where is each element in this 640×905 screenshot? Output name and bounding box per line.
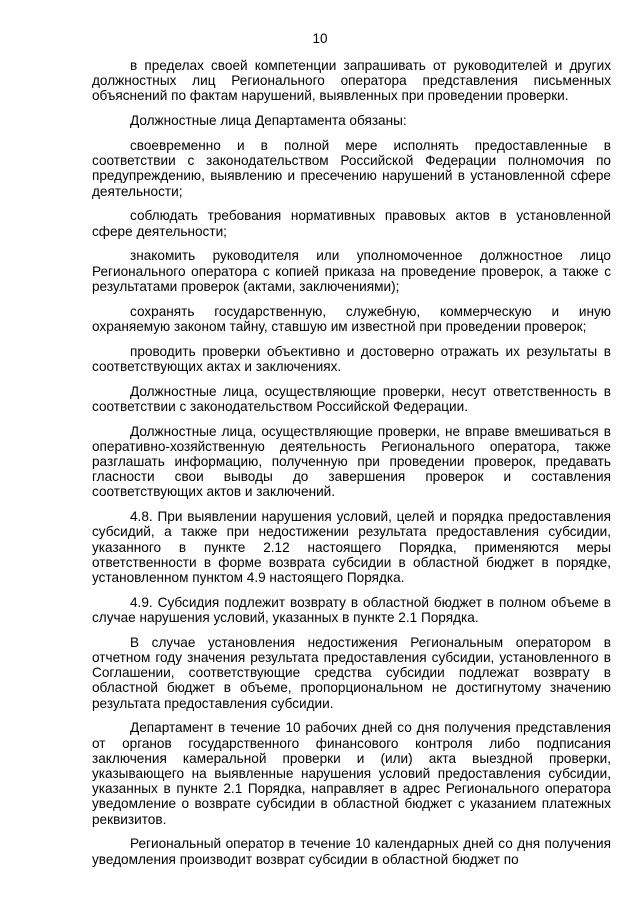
paragraph: соблюдать требования нормативных правовых актов в установленной сфере деятельности; xyxy=(92,208,611,239)
paragraph: В случае установления недостижения Региональным оператором в отчетном году значения результата предоставления субсидии, установленного в Соглашении, соответствующие средства субсидии подлежат возврату в областной бюджет в объеме, пропорциональном не достигнутому значению результата предоставления субсидии. xyxy=(92,634,611,711)
paragraph: Департамент в течение 10 рабочих дней со дня получения представления от органов государственного финансового контроля либо подписания заключения камеральной проверки и (или) акта выездной проверки, указывающего на выявленные нарушения условий предоставления субсидии, указанных в пункте 2.1 Порядка, направляет в адрес Регионального оператора уведомление о возврате субсидии в областной бюджет с указанием платежных реквизитов. xyxy=(92,720,611,827)
paragraph: Должностные лица, осуществляющие проверки, несут ответственность в соответствии с законодательством Российской Федерации. xyxy=(92,383,611,414)
document-body xyxy=(92,58,611,876)
paragraph: сохранять государственную, служебную, коммерческую и иную охраняемую законом тайну, ставшую им известной при проведении проверок; xyxy=(92,303,611,334)
page-number: 10 xyxy=(312,31,328,46)
paragraph: проводить проверки объективно и достоверно отражать их результаты в соответствующих актах и заключениях. xyxy=(92,343,611,374)
paragraph: Региональный оператор в течение 10 календарных дней со дня получения уведомления производит возврат субсидии в областной бюджет по xyxy=(92,836,611,867)
paragraph: Должностные лица Департамента обязаны: xyxy=(130,113,407,129)
paragraph: знакомить руководителя или уполномоченное должностное лицо Регионального оператора с копией приказа на проведение проверок, а также с результатами проверок (актами, заключениями); xyxy=(92,248,611,294)
paragraph: Должностные лица, осуществляющие проверки, не вправе вмешиваться в оперативно-хозяйственную деятельность Регионального оператора, также разглашать информацию, полученную при проведении проверок, предавать гласности свои выводы до завершения проверок и составления соответствующих актов и заключений. xyxy=(92,423,611,500)
paragraph: 4.9. Субсидия подлежит возврату в областной бюджет в полном объеме в случае нарушения условий, указанных в пункте 2.1 Порядка. xyxy=(92,594,611,626)
paragraph: 4.8. При выявлении нарушения условий, целей и порядка предоставления субсидий, а также при недостижении результата предоставления субсидии, указанного в пункте 2.12 настоящего Порядка, применяются меры ответственности в форме возврата субсидии в областной бюджет в порядке, установленном пунктом 4.9 настоящего Порядка. xyxy=(92,509,611,586)
paragraph: в пределах своей компетенции запрашивать от руководителей и других должностных лиц Регионального оператора представления письменных объяснений по фактам нарушений, выявленных при проведении проверки. xyxy=(92,58,611,104)
paragraph: своевременно и в полной мере исполнять предоставленные в соответствии с законодательством Российской Федерации полномочия по предупреждению, выявлению и пресечению нарушений в установленной сфере деятельности; xyxy=(92,138,611,199)
